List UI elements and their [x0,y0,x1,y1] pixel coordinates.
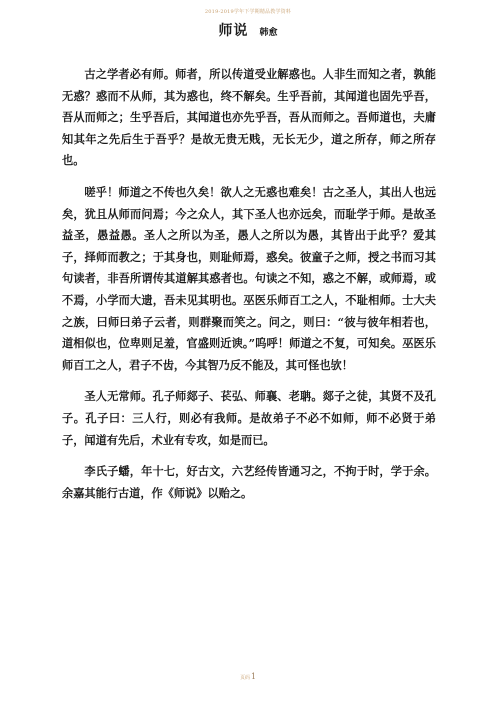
header-note: 2019-2019学年下学期精品教学资料 [204,9,292,15]
paragraph-1: 古之学者必有师。师者，所以传道受业解惑也。人非生而知之者，孰能无惑？惑而不从师，其为惑也，终不解矣。生乎吾前，其闻道也固先乎吾，吾从而师之；生乎吾后，其闻道也亦先乎吾，吾从而师之。吾师道也，夫庸知其年之先后生于吾乎？是故无贵无贱，无长无少，道之所存，师之所存也。 [62,67,436,168]
paragraph-2: 嗟乎！师道之不传也久矣！欲人之无惑也难矣！古之圣人，其出人也远矣，犹且从师而问焉；今之众人，其下圣人也亦远矣，而耻学于师。是故圣益圣，愚益愚。圣人之所以为圣，愚人之所以为愚，其皆出于此乎？爱其子，择师而教之；于其身也，则耻师焉，惑矣。彼童子之师，授之书而习其句读者，非吾所谓传其道解其惑者也。句读之不知，惑之不解，或师焉，或不焉，小学而大遗，吾未见其明也。巫医乐师百工之人，不耻相师。士大夫之族，曰师曰弟子云者，则群聚而笑之。问之，则曰：“彼与彼年相若也，道相似也，位卑则足羞，官盛则近谀。”呜呼！师道之不复，可知矣。巫医乐师百工之人，君子不齿，今其智乃反不能及，其可怪也欤！ [62,184,436,372]
footer-label: 页码 [239,675,250,681]
title-row [0,20,496,40]
paragraph-4: 李氏子蟠，年十七，好古文，六艺经传皆通习之，不拘于时，学于余。余嘉其能行古道，作《师说》以贻之。 [62,464,436,500]
document-title: 师说 [218,23,249,39]
essay-body [62,64,436,514]
paragraph-3: 圣人无常师。孔子师郯子、苌弘、师襄、老聃。郯子之徒，其贤不及孔子。孔子曰：三人行，则必有我师。是故弟子不必不如师，师不必贤于弟子，闻道有先后，术业有专攻，如是而已。 [62,389,436,447]
author-name: 韩愈 [259,28,278,38]
page-footer [0,664,496,683]
page-number: 1 [250,672,257,681]
